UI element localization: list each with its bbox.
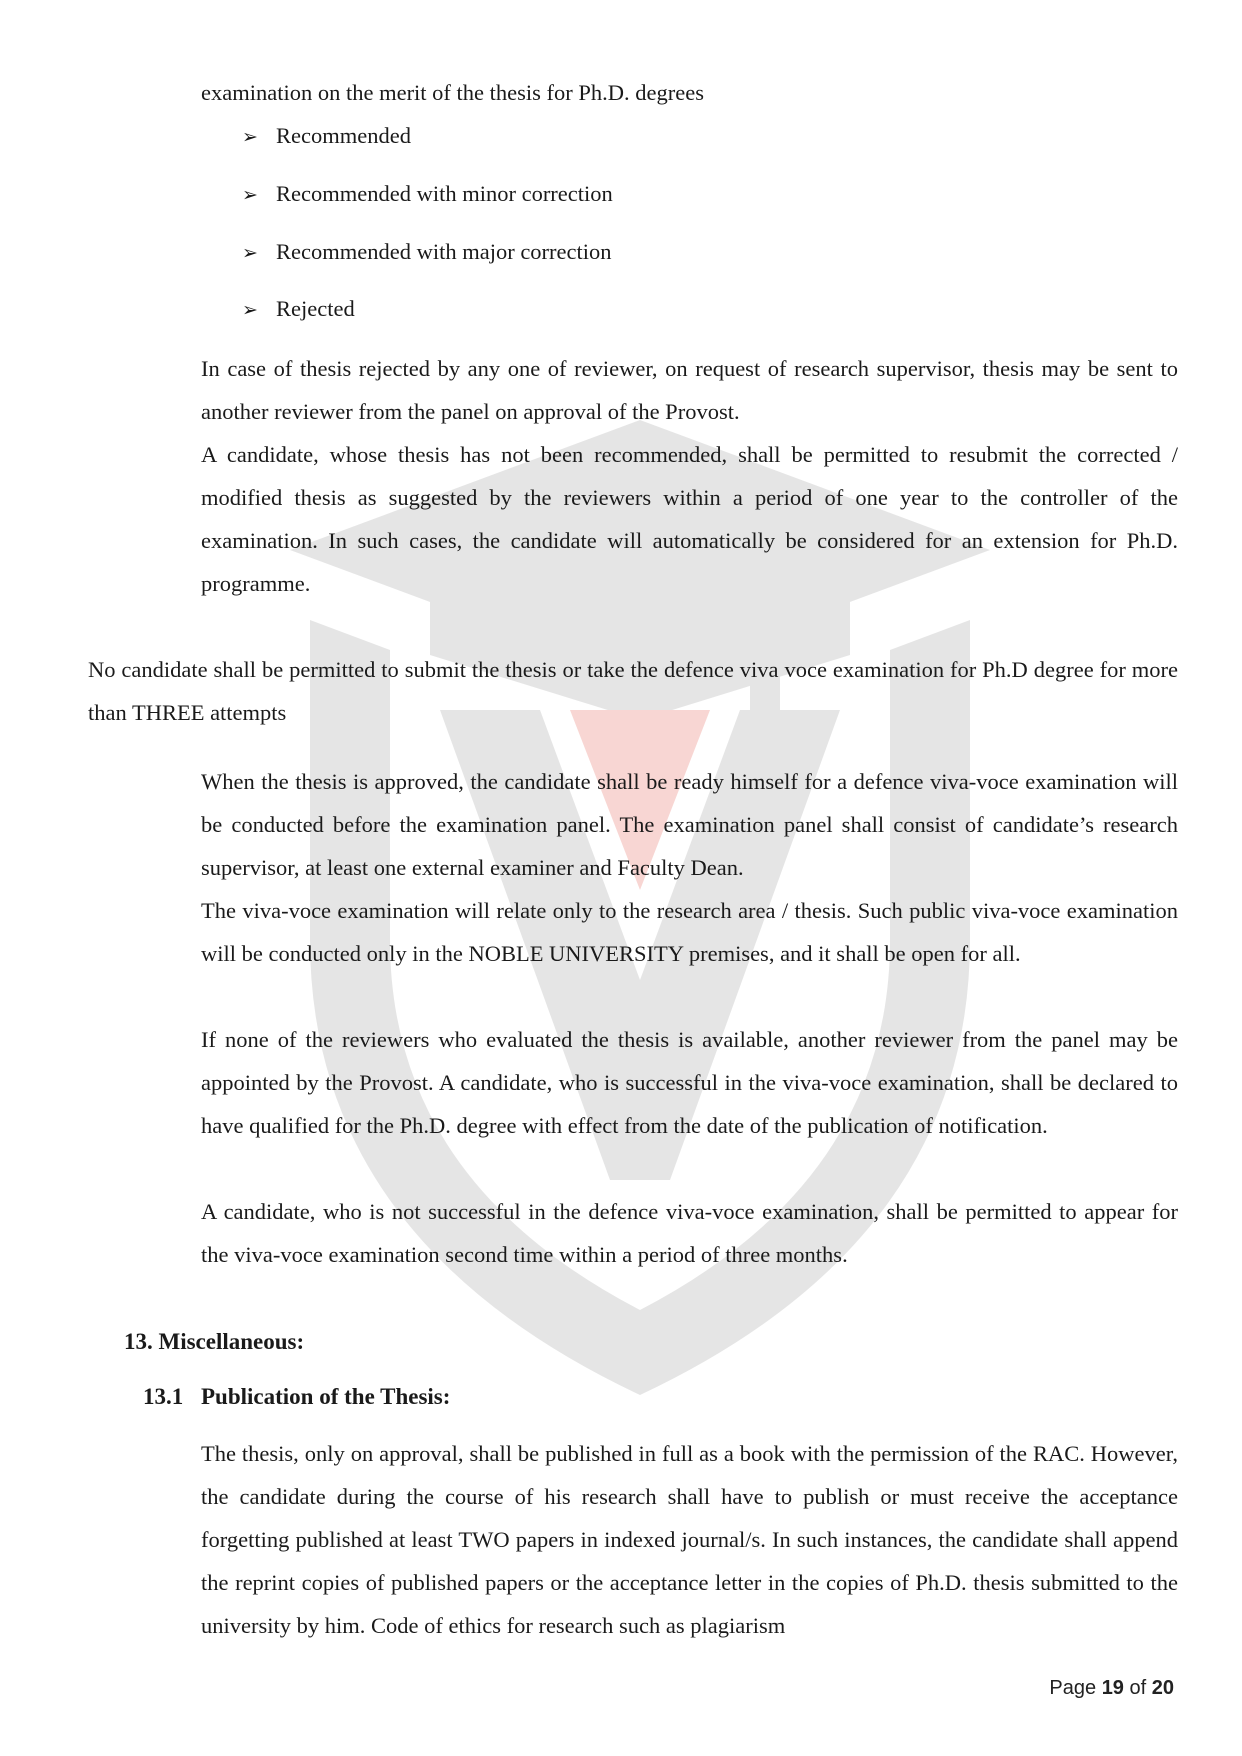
paragraph-unsuccessful: A candidate, who is not successful in the defence viva-voce examination, shall be permitted to appear for the viva-voce examination second time within a period of three months. xyxy=(201,1199,1178,1267)
section-title: Miscellaneous: xyxy=(158,1329,305,1354)
paragraph-vivavoce: The viva-voce examination will relate only to the research area / thesis. Such public viva-voce examination will be conducted only in the NOBLE UNIVERSITY premises, and it shall be open for all. xyxy=(201,898,1178,966)
page-word: Page xyxy=(1049,1677,1097,1699)
recommendation-item xyxy=(242,296,355,322)
arrow-bullet-icon: ➢ xyxy=(242,184,258,206)
paragraph-publication: The thesis, only on approval, shall be published in full as a book with the permission of the RAC. However, the candidate during the course of his research shall have to publish or must receive the acceptance forgetting published at least TWO papers in indexed journal/s. In such instances, the candidate shall append the reprint copies of published papers or the acceptance letter in the copies of Ph.D. thesis submitted to the university by him. Code of ethics for research such as plagiarism xyxy=(201,1441,1178,1638)
of-word: of xyxy=(1129,1677,1147,1699)
recommendation-item xyxy=(242,123,411,149)
page-current: 19 xyxy=(1101,1677,1124,1699)
arrow-bullet-icon: ➢ xyxy=(242,299,258,321)
paragraph-no-reviewer: If none of the reviewers who evaluated the thesis is available, another reviewer from the panel may be appointed by the Provost. A candidate, who is successful in the viva-voce examination, shall be declared to have qualified for the Ph.D. degree with effect from the date of the publication of notification. xyxy=(201,1027,1178,1138)
recommendation-item xyxy=(242,181,613,207)
recommendation-label: Recommended with minor correction xyxy=(276,181,613,206)
recommendation-label: Rejected xyxy=(276,296,355,321)
recommendation-item xyxy=(242,239,612,265)
page-footer xyxy=(1049,1677,1174,1700)
recommendation-label: Recommended with major correction xyxy=(276,239,612,264)
paragraph-approved: When the thesis is approved, the candidate shall be ready himself for a defence viva-voce examination will be conducted before the examination panel. The examination panel shall consist of candidate’s research supervisor, at least one external examiner and Faculty Dean. xyxy=(201,769,1178,880)
paragraph-resubmit: A candidate, whose thesis has not been recommended, shall be permitted to resubmit the corrected / modified thesis as suggested by the reviewers within a period of one year to the controller of the examination. In such cases, the candidate will automatically be considered for an extension for Ph.D. programme. xyxy=(201,442,1178,596)
subsection-heading xyxy=(143,1384,450,1410)
arrow-bullet-icon: ➢ xyxy=(242,126,258,148)
page-total: 20 xyxy=(1151,1677,1174,1699)
recommendation-label: Recommended xyxy=(276,123,411,148)
paragraph-rejected: In case of thesis rejected by any one of reviewer, on request of research supervisor, thesis may be sent to another reviewer from the panel on approval of the Provost. xyxy=(201,356,1178,424)
section-number: 13. xyxy=(124,1329,153,1354)
section-heading xyxy=(124,1329,304,1355)
intro-line: examination on the merit of the thesis for Ph.D. degrees xyxy=(201,80,704,105)
arrow-bullet-icon: ➢ xyxy=(242,242,258,264)
paragraph-attempts: No candidate shall be permitted to submit the thesis or take the defence viva voce examination for Ph.D degree for more than THREE attempts xyxy=(88,657,1178,725)
subsection-title: Publication of the Thesis: xyxy=(201,1384,451,1409)
subsection-number: 13.1 xyxy=(143,1384,184,1409)
